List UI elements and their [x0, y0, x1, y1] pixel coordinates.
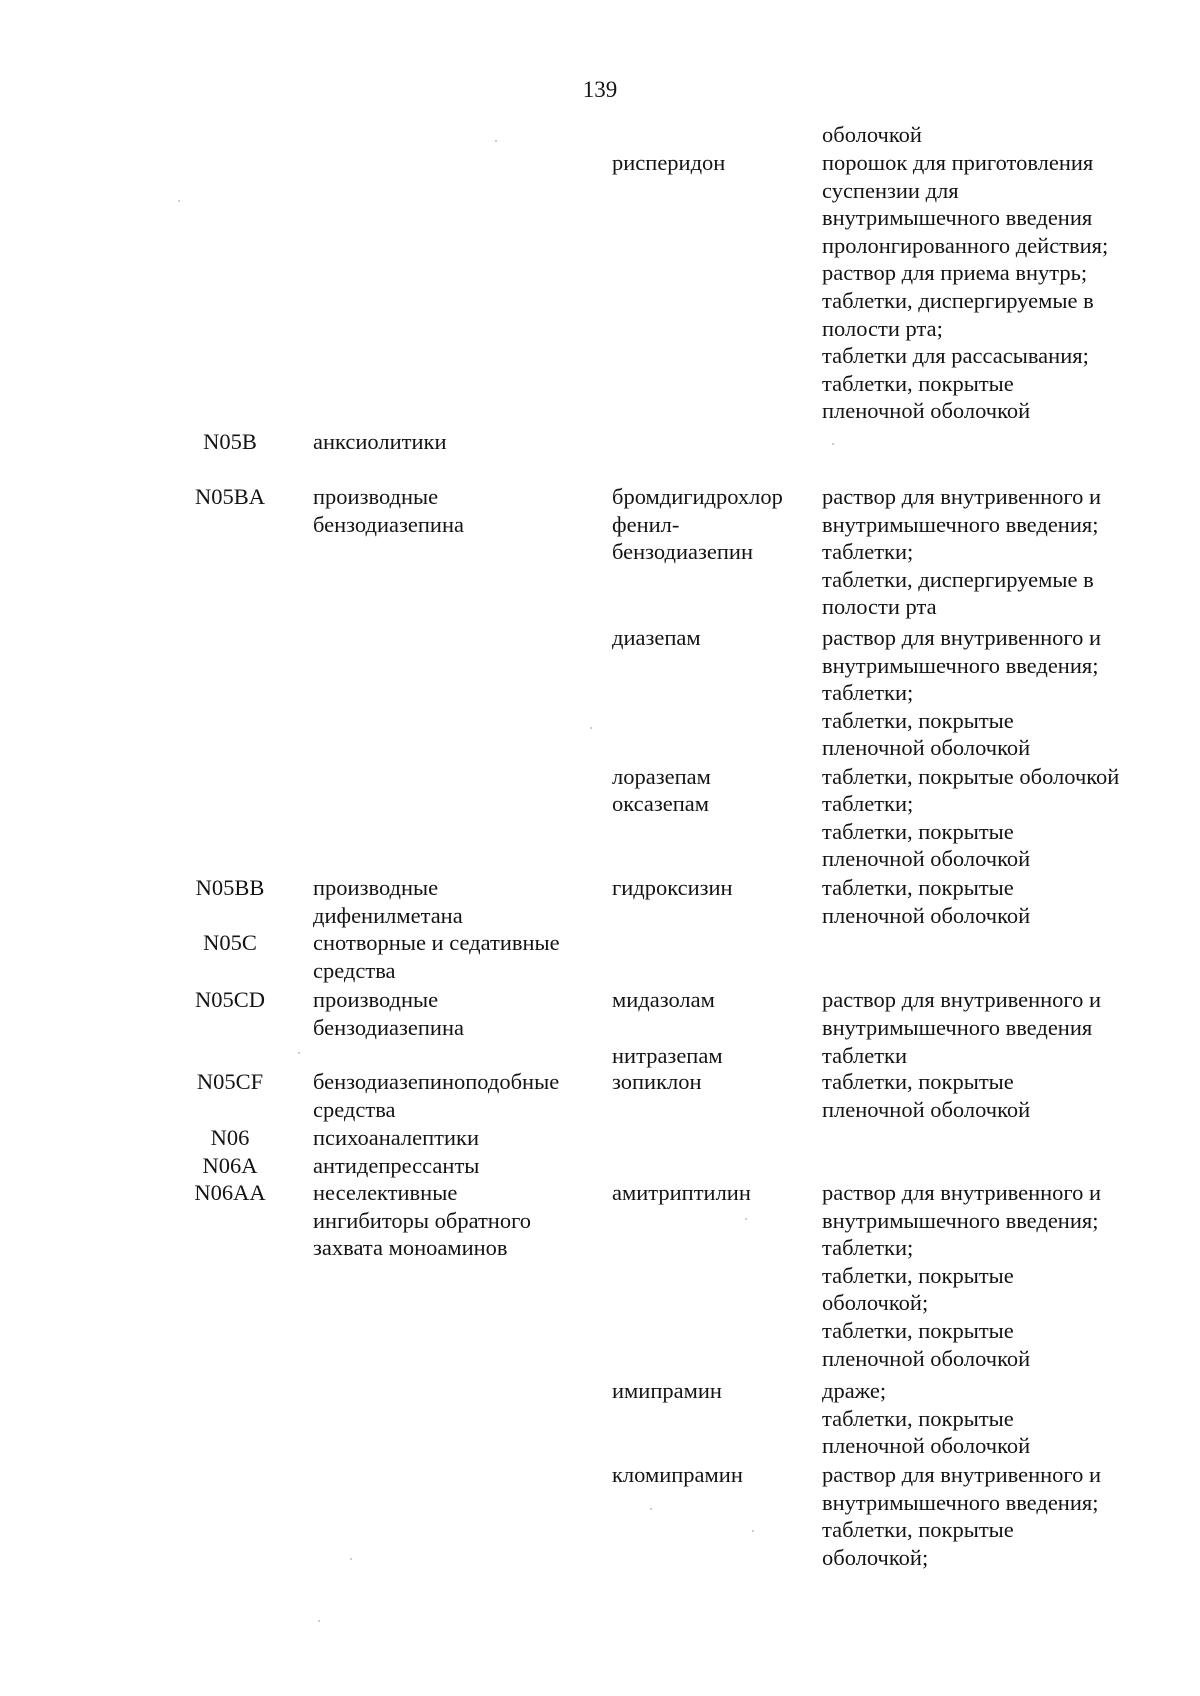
dosage-form: таблетки;: [822, 791, 914, 816]
dosage-form: пленочной оболочкой: [822, 1096, 1031, 1122]
dosage-form: раствор для внутривенного и: [822, 484, 1102, 509]
drug-name: зопиклон: [612, 1069, 702, 1094]
atc-code: N06: [210, 1125, 250, 1150]
dosage-form: пленочной оболочкой: [822, 846, 1031, 872]
dosage-form: раствор для внутривенного и: [822, 987, 1102, 1012]
dosage-form: таблетки, покрытые: [822, 875, 1014, 900]
drug-name: бензодиазепин: [612, 539, 754, 565]
dosage-form: порошок для приготовления: [822, 150, 1094, 175]
dosage-form: таблетки, покрытые: [822, 707, 1014, 733]
anatomical-therapeutic-group: производные: [313, 484, 439, 509]
dosage-form: таблетки;: [822, 539, 914, 565]
page-number: 139: [582, 77, 618, 102]
drug-name: гидроксизин: [612, 875, 733, 900]
anatomical-therapeutic-group: ингибиторы обратного: [313, 1207, 532, 1233]
dosage-form: таблетки, покрытые: [822, 370, 1014, 396]
dosage-form: суспензии для: [822, 177, 959, 203]
anatomical-therapeutic-group: бензодиазепиноподобные: [313, 1069, 560, 1094]
dosage-form: таблетки;: [822, 680, 914, 706]
anatomical-therapeutic-group: производные: [313, 987, 439, 1012]
dosage-form: раствор для внутривенного и: [822, 1462, 1102, 1487]
drug-name: оксазепам: [612, 791, 710, 816]
dosage-form: внутримышечного введения: [822, 205, 1093, 231]
dosage-form: драже;: [822, 1378, 887, 1403]
drug-name: бромдигидрохлор: [612, 484, 783, 509]
atc-code: N05B: [203, 429, 257, 454]
anatomical-therapeutic-group: дифенилметана: [313, 902, 463, 928]
dosage-form: таблетки, покрытые: [822, 1517, 1014, 1543]
dosage-form: внутримышечного введения;: [822, 1489, 1099, 1515]
drug-name: нитразепам: [612, 1043, 723, 1068]
dosage-form: оболочкой;: [822, 1290, 929, 1316]
drug-name: кломипрамин: [612, 1462, 743, 1487]
atc-code: N06A: [202, 1153, 258, 1178]
anatomical-therapeutic-group: неселективные: [313, 1180, 458, 1205]
dosage-form: таблетки, диспергируемые в: [822, 288, 1094, 313]
dosage-form: пленочной оболочкой: [822, 398, 1031, 424]
dosage-form: раствор для внутривенного и: [822, 625, 1102, 650]
dosage-form: таблетки, покрытые: [822, 818, 1014, 844]
dosage-form: таблетки;: [822, 1235, 914, 1261]
atc-code: N05C: [203, 930, 257, 955]
dosage-form: внутримышечного введения;: [822, 652, 1099, 678]
dosage-form: раствор для приема внутрь;: [822, 260, 1088, 286]
atc-code: N05CF: [196, 1069, 264, 1094]
drug-name: мидазолам: [612, 987, 715, 1012]
dosage-form: полости рта;: [822, 315, 943, 341]
dosage-form: таблетки, диспергируемые в: [822, 566, 1094, 592]
anatomical-therapeutic-group: производные: [313, 875, 439, 900]
dosage-form: раствор для внутривенного и: [822, 1180, 1102, 1205]
dosage-form: таблетки для рассасывания;: [822, 343, 1089, 369]
anatomical-therapeutic-group: захвата моноаминов: [313, 1235, 508, 1261]
dosage-form: пленочной оболочкой: [822, 735, 1031, 761]
atc-code: N06AA: [194, 1180, 266, 1205]
dosage-form: таблетки, покрытые: [822, 1318, 1014, 1343]
dosage-form: пленочной оболочкой: [822, 1345, 1031, 1371]
anatomical-therapeutic-group: бензодиазепина: [313, 511, 464, 537]
anatomical-therapeutic-group: анксиолитики: [313, 429, 447, 454]
dosage-form: внутримышечного введения;: [822, 511, 1099, 537]
anatomical-therapeutic-group: средства: [313, 1096, 396, 1122]
anatomical-therapeutic-group: снотворные и седативные: [313, 930, 560, 955]
dosage-form: пролонгированного действия;: [822, 232, 1109, 258]
dosage-form: таблетки, покрытые: [822, 1262, 1014, 1288]
dosage-form: внутримышечного введения;: [822, 1207, 1099, 1233]
atc-code: N05BB: [195, 875, 265, 900]
drug-name: лоразепам: [612, 764, 711, 789]
dosage-form: полости рта: [822, 594, 937, 620]
anatomical-therapeutic-group: антидепрессанты: [313, 1153, 480, 1178]
anatomical-therapeutic-group: бензодиазепина: [313, 1014, 464, 1040]
atc-code: N05CD: [194, 987, 265, 1012]
drug-name: имипрамин: [612, 1378, 722, 1403]
drug-name: рисперидон: [612, 150, 726, 175]
dosage-form: оболочкой;: [822, 1544, 929, 1570]
dosage-form: пленочной оболочкой: [822, 902, 1031, 928]
dosage-form: оболочкой: [822, 122, 922, 147]
dosage-form: внутримышечного введения: [822, 1014, 1093, 1040]
dosage-form: таблетки, покрытые оболочкой: [822, 764, 1120, 789]
anatomical-therapeutic-group: средства: [313, 957, 396, 983]
drug-name: диазепам: [612, 625, 701, 650]
drug-name: фенил-: [612, 511, 680, 537]
dosage-form: таблетки, покрытые: [822, 1069, 1014, 1094]
dosage-form: таблетки, покрытые: [822, 1405, 1014, 1431]
dosage-form: пленочной оболочкой: [822, 1433, 1031, 1459]
dosage-form: таблетки: [822, 1043, 908, 1068]
drug-name: амитриптилин: [612, 1180, 751, 1205]
atc-code: N05BA: [194, 484, 265, 509]
anatomical-therapeutic-group: психоаналептики: [313, 1125, 480, 1150]
